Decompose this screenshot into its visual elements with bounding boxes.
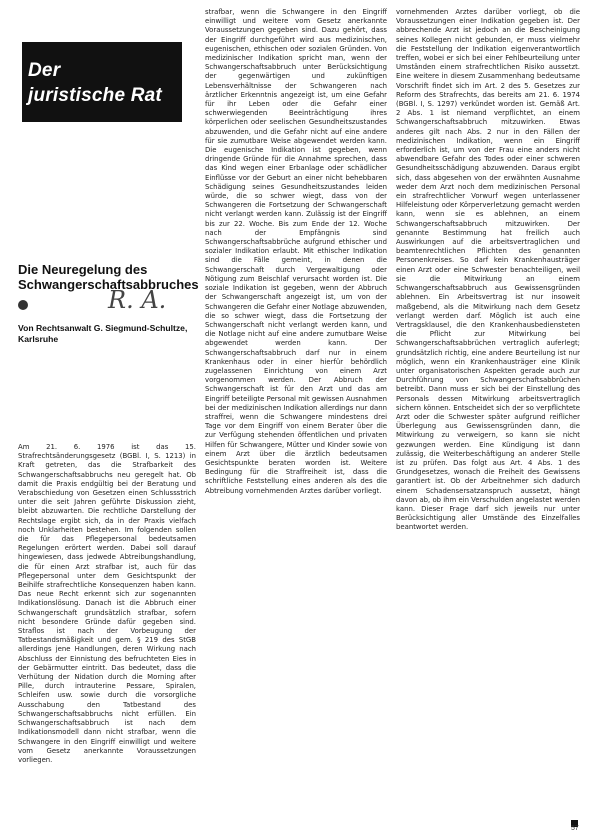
page-number: 57: [571, 825, 579, 832]
handwritten-signature: R. A.: [108, 286, 167, 314]
section-banner: [22, 42, 182, 122]
text-column-3: [396, 8, 580, 816]
banner-title-line-1: Der: [28, 60, 61, 81]
column-1-text: Am 21. 6. 1976 ist das 15. Strafrechtsänderungsgesetz (BGBl. I, S. 1213) in Kraft getreten, das die Strafbarkeit des Schwangerschaftsabbruchs neu geregelt hat. Ob damit die Praxis endgültig bei der Beratung und Verabschiedung von Gesetzen einen Schlussstrich unter die seit Jahren geführte Diskussion zieht, bleibt abzuwarten. Die rechtliche Darstellung der Rechtslage ergibt sich, da in der Praxis vielfach noch Unklarheiten bestehen. Im folgenden sollen die für das Pflegepersonal bedeutsamen Regelungen erörtert werden. Dabei soll darauf hingewiesen, dass jedwede Abtreibungshandlung, die für einen Arzt strafbar ist, auch für das Pflegepersonal unter dem Gesichtspunkt der Beihilfe strafrechtliche Konsequenzen haben kann. Das neue Recht erkennt sich zur sogenannten Indikationslösung. Danach ist die Abbruch einer Schwangerschaft grundsätzlich strafbar, sofern nicht besondere Gründe dafür gegeben sind. Straflos ist nach der Vorbeugung der Tatbestandsmäßigkeit und gem. § 219 des StGB allerdings jene Handlungen, deren Wirkung nach Abschluss der Einnistung des befruchteten Eies in der Gebärmutter eintritt. Das bedeutet, dass die Verhütung der Nidation durch die Morning after Pille, durch intrauterine Pessare, Spiralen, Schleifen usw. sowie durch die vorsorgliche Ausschabung den Tatbestand des Schwangerschaftsabbruchs nicht erfüllen. Ein Schwangerschaftsabbruch ist nach dem Indikationsmodell dann nicht strafbar, wenn die Schwangere in den Eingriff einwilligt und weitere vom Gesetz anerkannte Voraussetzungen vorliegen.: [18, 443, 196, 764]
author-byline: Von Rechtsanwalt G. Siegmund-Schultze, Karlsruhe: [18, 323, 188, 344]
text-column-2: [205, 8, 387, 828]
decorative-dot-icon: [18, 300, 28, 310]
column-2-text: strafbar, wenn die Schwangere in den Eingriff einwilligt und weitere vom Gesetz anerkannte Voraussetzungen gegeben sind. Dazu gehört, dass der Eingriff durchgeführt wird aus medizinischen, eugenischen, ethischen oder sozialen Gründen. Von medizinischer Indikation spricht man, wenn der Schwangerschaftsabbruch unter Berücksichtigung der gegenwärtigen und zukünftigen Lebensverhältnisse der Schwangeren nach ärztlicher Erkenntnis angezeigt ist, um eine Gefahr für ihr Leben oder die Gefahr einer schwerwiegenden Beeinträchtigung ihres körperlichen oder seelischen Gesundheitszustandes abzuwenden, und die Gefahr nicht auf eine andere für sie zumutbare Weise abgewendet werden kann. Die eugenische Indikation ist gegeben, wenn dringende Gründe für die Annahme sprechen, dass das Kind wegen einer Erbanlage oder schädlicher Einflüsse vor der Geburt an einer nicht behebbaren Schädigung seines Gesundheitszustandes leiden würde, die so schwer wiegt, dass von der Schwangeren die Fortsetzung der Schwangerschaft nicht verlangt werden kann. Zulässig ist der Eingriff bis zur 22. Woche. Bis zum Ende der 12. Woche nach der Empfängnis sind Schwangerschaftsabbrüche aufgrund ethischer und sozialer Indikation erlaubt. Mit ethischer Indikation sind die Fälle gemeint, in denen die Schwangerschaft durch Vergewaltigung oder Nötigung zum Beischlaf verursacht worden ist. Die soziale Indikation ist gegeben, wenn der Abbruch der Schwangerschaft angezeigt ist, um von der Schwangeren die Gefahr einer Notlage abzuwenden, die so schwer wiegt, dass die Fortsetzung der Schwangerschaft nicht verlangt werden kann, und die Notlage nicht auf eine andere zumutbare Weise abgewendet werden kann. Der Schwangerschaftsabbruch darf nur in einem Krankenhaus oder in einer hierfür behördlich zugelassenen Einrichtung von einem Arzt vorgenommen werden. Der Abbruch der Schwangerschaft ist für den Arzt und das am Eingriff beteiligte Personal mit gewissen Ausnahmen bei der medizinischen Indikation allerdings nur dann straffrei, wenn die Schwangere mindestens drei Tage vor dem Eingriff von einem Berater über die zur Verfügung stehenden öffentlichen und privaten Hilfen für Schwangere, Mütter und Kinder sowie von einem Arzt über die ärztlich bedeutsamen Gesichtspunkte beraten worden ist. Weitere Bedingung für die Straffreiheit ist, dass die schriftliche Feststellung eines anderen als des die Abtreibung vornehmenden Arztes darüber vorliegt.: [205, 8, 387, 495]
text-column-1: [18, 443, 196, 828]
article-headline: Die Neuregelung des Schwangerschaftsabbruches: [18, 262, 199, 292]
column-3-text: vornehmenden Arztes darüber vorliegt, ob die Voraussetzungen einer Indikation gegeben ist. Der abbrechende Arzt ist jedoch an die Bescheinigung seines Kollegen nicht gebunden, er muss vielmehr die Feststellung der Indikation eigenverantwortlich treffen, wobei er sich bei einer Fehlbeurteilung unter Umständen einem strafrechtlichen Risiko aussetzt. Eine weitere in diesem Zusammenhang bedeutsame Vorschrift findet sich im Art. 2 des 5. Gesetzes zur Reform des Strafrechts, das bereits am 21. 6. 1974 (BGBl. I, S. 1297) verkündet worden ist. Gemäß Art. 2 Abs. 1 ist niemand verpflichtet, an einem Schwangerschaftsabbruch mitzuwirken. Etwas anderes gilt nach Abs. 2 nur in den Fällen der medizinischen Indikation, wenn ein Eingriff erforderlich ist, um von der Frau eine anders nicht abwendbare Gefahr des Todes oder einer schweren Gesundheitsschädigung abzuwenden. Daraus ergibt sich, dass abgesehen von der erwähnten Ausnahme weder dem Arzt noch dem medizinischen Personal ein strafrechtlicher Vorwurf wegen unterlassener Hilfeleistung oder Körperverletzung gemacht werden kann, wenn sie es ablehnen, an einem Schwangerschaftsabbruch mitzuwirken. Der genannte Bestimmung hat freilich auch Auswirkungen auf die arbeitsvertraglichen und beamtenrechtlichen Pflichten des genannten Personenkreises. So darf kein Krankenhausträger einen Arzt oder eine Schwester benachteiligen, weil sie die Mitwirkung an einem Schwangerschaftsabbruch aus Gewissensgründen ablehnen. Ein Arbeitsvertrag ist nur insoweit maßgebend, als die Mitwirkung nach dem Gesetz verlangt werden darf. Möglich ist auch eine Vertragsklausel, die den Krankenhausbediensteten die Pflicht zur Mitwirkung bei Schwangerschaftsabbrüchen vertraglich auferlegt; grundsätzlich richtig, eine andere Beurteilung ist nur möglich, wenn ein Krankenhausträger eine Klinik unter organisatorischen Aspekten gerade auch zur Durchführung von Schwangerschaftsabbrüchen betreibt. Dann muss er sich bei der Einstellung des Personals dessen Mitwirkung arbeitsvertraglich sichern können. Entscheidet sich der so verpflichtete Arzt oder die Schwester später aufgrund reiflicher Überlegung aus Gewissensgründen dann, die Mitwirkung zu verweigern, so kann sie nicht gezwungen werden. Eine Kündigung ist dann zulässig, die Weiterbeschäftigung an anderer Stelle ist zu prüfen. Das folgt aus Art. 4 Abs. 1 des Grundgesetzes, wonach die Freiheit des Gewissens garantiert ist. Ob der Arbeitnehmer sich dadurch einem Schadensersatzanspruch aussetzt, hängt davon ab, ob ihm ein Verschulden angelastet werden kann. Dieser Frage darf sich jeweils nur unter Berücksichtigung aller Umstände des Einzelfalles beantwortet werden.: [396, 8, 580, 532]
banner-title-line-2: juristische Rat: [28, 85, 162, 106]
